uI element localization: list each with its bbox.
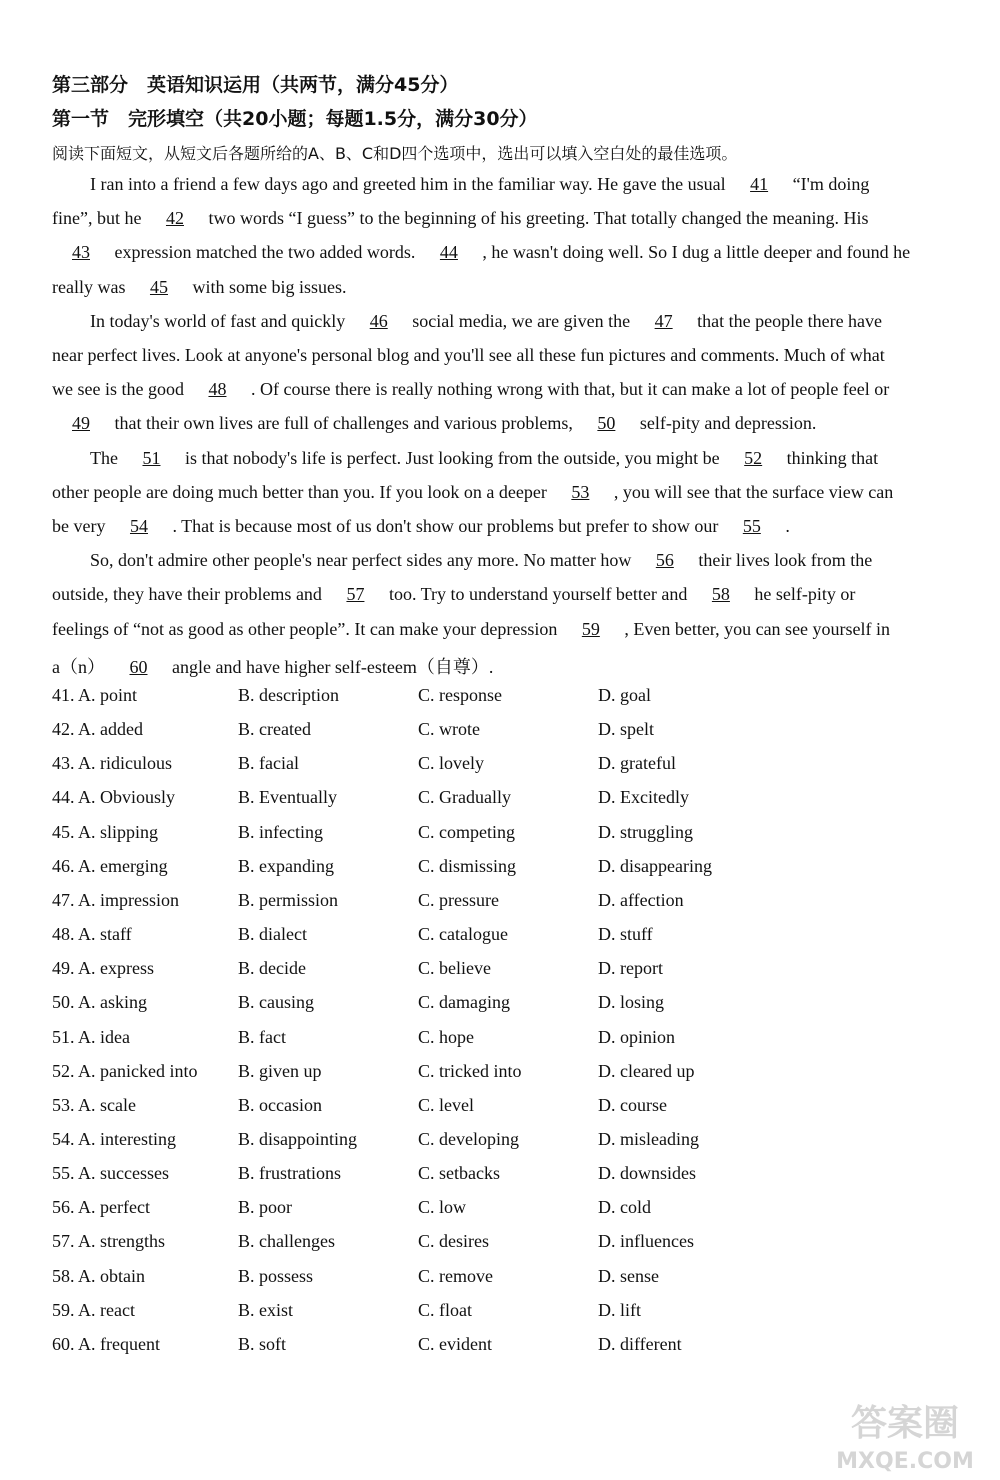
passage-text: , Even better, you can see yourself in [619, 618, 891, 639]
option-52-d: D. cleared up [598, 1060, 695, 1081]
passage-text: other people are doing much better than you. If you look on a deeper [52, 481, 552, 502]
passage-text: we see is the good [52, 379, 189, 400]
passage-line [52, 379, 889, 400]
option-50-a: 50. A. asking [52, 992, 148, 1013]
option-54-a: 54. A. interesting [52, 1128, 176, 1149]
passage-text: two words “I guess” to the beginning of his greeting. That totally changed the meaning. His [203, 208, 869, 229]
option-51-c: C. hope [418, 1026, 474, 1047]
option-56-a: 56. A. perfect [52, 1197, 150, 1218]
option-58-b: B. possess [238, 1265, 314, 1286]
watermark-logo [820, 1390, 990, 1475]
passage-text: be very [52, 516, 110, 536]
option-46-b: B. expanding [238, 855, 334, 876]
option-47-d: D. affection [598, 889, 684, 910]
blank-47: 47 [654, 310, 673, 331]
blank-50: 50 [597, 413, 616, 434]
passage-text: fine”, but he [52, 208, 146, 229]
option-53-a: 53. A. scale [52, 1094, 136, 1115]
option-43-b: B. facial [238, 753, 299, 774]
option-50-d: D. losing [598, 992, 665, 1013]
passage-line [90, 448, 878, 469]
option-49-c: C. believe [418, 958, 491, 979]
option-46-c: C. dismissing [418, 855, 517, 876]
passage-text: he self-pity or [749, 584, 856, 605]
option-49-a: 49. A. express [52, 958, 154, 979]
option-54-d: D. misleading [598, 1128, 699, 1149]
blank-48: 48 [208, 379, 227, 400]
option-59-b: B. exist [238, 1299, 294, 1320]
option-50-b: B. causing [238, 992, 314, 1013]
option-51-a: 51. A. idea [52, 1026, 130, 1047]
passage-line [52, 482, 893, 503]
passage-text: In today's world of fast and quickly [90, 310, 350, 331]
blank-42: 42 [165, 208, 184, 229]
passage-text: . [780, 516, 790, 536]
passage-text: angle and have higher self-esteem（自尊）. [167, 656, 494, 677]
option-57-b: B. challenges [238, 1231, 335, 1252]
option-55-c: C. setbacks [418, 1163, 500, 1184]
option-58-a: 58. A. obtain [52, 1265, 145, 1286]
option-53-c: C. level [418, 1094, 474, 1115]
option-47-a: 47. A. impression [52, 889, 180, 910]
passage-text: “I'm doing [788, 174, 870, 194]
option-60-d: D. different [598, 1333, 682, 1354]
blank-60: 60 [129, 656, 148, 677]
blank-52: 52 [744, 447, 763, 468]
passage-line [52, 619, 890, 640]
blank-57: 57 [346, 584, 365, 605]
passage-line [52, 345, 885, 366]
option-54-b: B. disappointing [238, 1128, 358, 1149]
blank-49: 49 [72, 413, 90, 434]
option-56-c: C. low [418, 1197, 467, 1218]
watermark-text-cn: 答案圈 [850, 1403, 960, 1444]
option-43-d: D. grateful [598, 753, 676, 774]
option-58-c: C. remove [418, 1265, 493, 1286]
passage-line [52, 653, 493, 679]
passage-text: really was [52, 276, 130, 297]
passage-line [90, 311, 882, 332]
option-49-d: D. report [598, 958, 663, 979]
option-53-b: B. occasion [238, 1094, 322, 1115]
passage-text: The [90, 447, 123, 468]
passage-text: that their own lives are full of challenges and various problems, [110, 413, 578, 434]
passage-line [52, 242, 910, 263]
option-47-b: B. permission [238, 889, 339, 910]
blank-43: 43 [72, 242, 90, 263]
option-44-a: 44. A. Obviously [52, 787, 176, 808]
passage-text: , you will see that the surface view can [609, 481, 894, 502]
option-45-b: B. infecting [238, 821, 323, 842]
option-55-a: 55. A. successes [52, 1163, 169, 1184]
blank-51: 51 [142, 447, 161, 468]
passage-line [52, 208, 869, 229]
passage-text: social media, we are given the [407, 310, 635, 331]
option-56-b: B. poor [238, 1197, 292, 1218]
section-heading: 第一节 完形填空（共20小题；每题1.5分，满分30分） [52, 108, 538, 130]
watermark-text-url: MXQE.COM [836, 1449, 974, 1474]
option-57-d: D. influences [598, 1231, 694, 1252]
passage-line [52, 413, 816, 434]
option-45-d: D. struggling [598, 821, 694, 842]
part-heading: 第三部分 英语知识运用（共两节，满分45分） [52, 74, 459, 96]
passage-text: self-pity and depression. [635, 413, 817, 434]
option-52-c: C. tricked into [418, 1060, 522, 1081]
option-41-a: 41. A. point [52, 685, 138, 705]
option-42-d: D. spelt [598, 719, 654, 740]
option-50-c: C. damaging [418, 992, 510, 1013]
passage-text: outside, they have their problems and [52, 584, 327, 605]
passage-text: with some big issues. [187, 276, 347, 297]
passage-line [90, 174, 869, 195]
option-56-d: D. cold [598, 1197, 651, 1218]
blank-41: 41 [750, 174, 769, 194]
passage-text: thinking that [782, 447, 879, 468]
blank-59: 59 [581, 618, 600, 639]
passage-line [52, 516, 790, 537]
option-52-b: B. given up [238, 1060, 322, 1081]
option-42-c: C. wrote [418, 719, 480, 740]
option-48-a: 48. A. staff [52, 924, 132, 945]
option-57-c: C. desires [418, 1231, 489, 1252]
option-44-d: D. Excitedly [598, 787, 689, 808]
passage-text: feelings of “not as good as other people”. It can make your depression [52, 618, 562, 639]
option-44-b: B. Eventually [238, 787, 337, 808]
option-45-c: C. competing [418, 821, 515, 842]
passage-text: their lives look from the [693, 550, 873, 571]
passage-text: So, don't admire other people's near perfect sides any more. No matter how [90, 550, 636, 571]
option-48-c: C. catalogue [418, 924, 508, 945]
option-42-a: 42. A. added [52, 719, 143, 740]
option-48-d: D. stuff [598, 924, 653, 945]
option-46-a: 46. A. emerging [52, 855, 168, 876]
option-48-b: B. dialect [238, 924, 307, 945]
option-57-a: 57. A. strengths [52, 1231, 166, 1252]
passage-text: , he wasn't doing well. So I dug a little deeper and found he [477, 242, 911, 263]
blank-56: 56 [655, 550, 674, 571]
option-46-d: D. disappearing [598, 855, 712, 876]
option-53-d: D. course [598, 1094, 667, 1115]
option-60-c: C. evident [418, 1333, 492, 1354]
passage-text: . That is because most of us don't show our problems but prefer to show our [167, 516, 723, 536]
blank-45: 45 [149, 276, 168, 297]
option-55-b: B. frustrations [238, 1163, 341, 1184]
option-59-a: 59. A. react [52, 1299, 135, 1320]
passage-text: . Of course there is really nothing wrong with that, but it can make a lot of people feel or [246, 379, 890, 400]
option-51-d: D. opinion [598, 1026, 676, 1047]
passage-text: I ran into a friend a few days ago and greeted him in the familiar way. He gave the usual [90, 174, 731, 194]
option-59-c: C. float [418, 1299, 472, 1320]
option-54-c: C. developing [418, 1128, 519, 1149]
option-41-d: D. goal [598, 685, 651, 705]
option-44-c: C. Gradually [418, 787, 511, 808]
blank-55: 55 [742, 516, 761, 536]
option-49-b: B. decide [238, 958, 306, 979]
option-52-a: 52. A. panicked into [52, 1060, 198, 1081]
passage-line [52, 584, 855, 605]
blank-44: 44 [439, 242, 458, 263]
option-47-c: C. pressure [418, 889, 499, 910]
blank-53: 53 [571, 481, 590, 502]
passage-text: a（n） [52, 656, 110, 677]
passage-line [52, 277, 346, 298]
option-51-b: B. fact [238, 1026, 286, 1047]
passage-text: expression matched the two added words. [110, 242, 420, 263]
option-41-b: B. description [238, 685, 339, 705]
passage-line [90, 550, 872, 571]
option-60-b: B. soft [238, 1333, 287, 1354]
blank-54: 54 [129, 516, 148, 536]
option-45-a: 45. A. slipping [52, 821, 159, 842]
blank-58: 58 [711, 584, 730, 605]
option-60-a: 60. A. frequent [52, 1333, 160, 1354]
option-41-c: C. response [418, 685, 502, 705]
option-43-a: 43. A. ridiculous [52, 753, 172, 774]
option-59-d: D. lift [598, 1299, 641, 1320]
passage-text: is that nobody's life is perfect. Just looking from the outside, you might be [180, 447, 725, 468]
option-42-b: B. created [238, 719, 311, 740]
option-43-c: C. lovely [418, 753, 484, 774]
passage-text: near perfect lives. Look at anyone's personal blog and you'll see all these fun pictures and comments. Much of what [52, 345, 885, 365]
instruction-text: 阅读下面短文，从短文后各题所给的A、B、C和D四个选项中，选出可以填入空白处的最佳选项。 [52, 144, 738, 163]
passage-text: too. Try to understand yourself better and [384, 584, 692, 605]
option-55-d: D. downsides [598, 1163, 696, 1184]
blank-46: 46 [369, 310, 388, 331]
passage-text: that the people there have [692, 310, 883, 331]
option-58-d: D. sense [598, 1265, 659, 1286]
